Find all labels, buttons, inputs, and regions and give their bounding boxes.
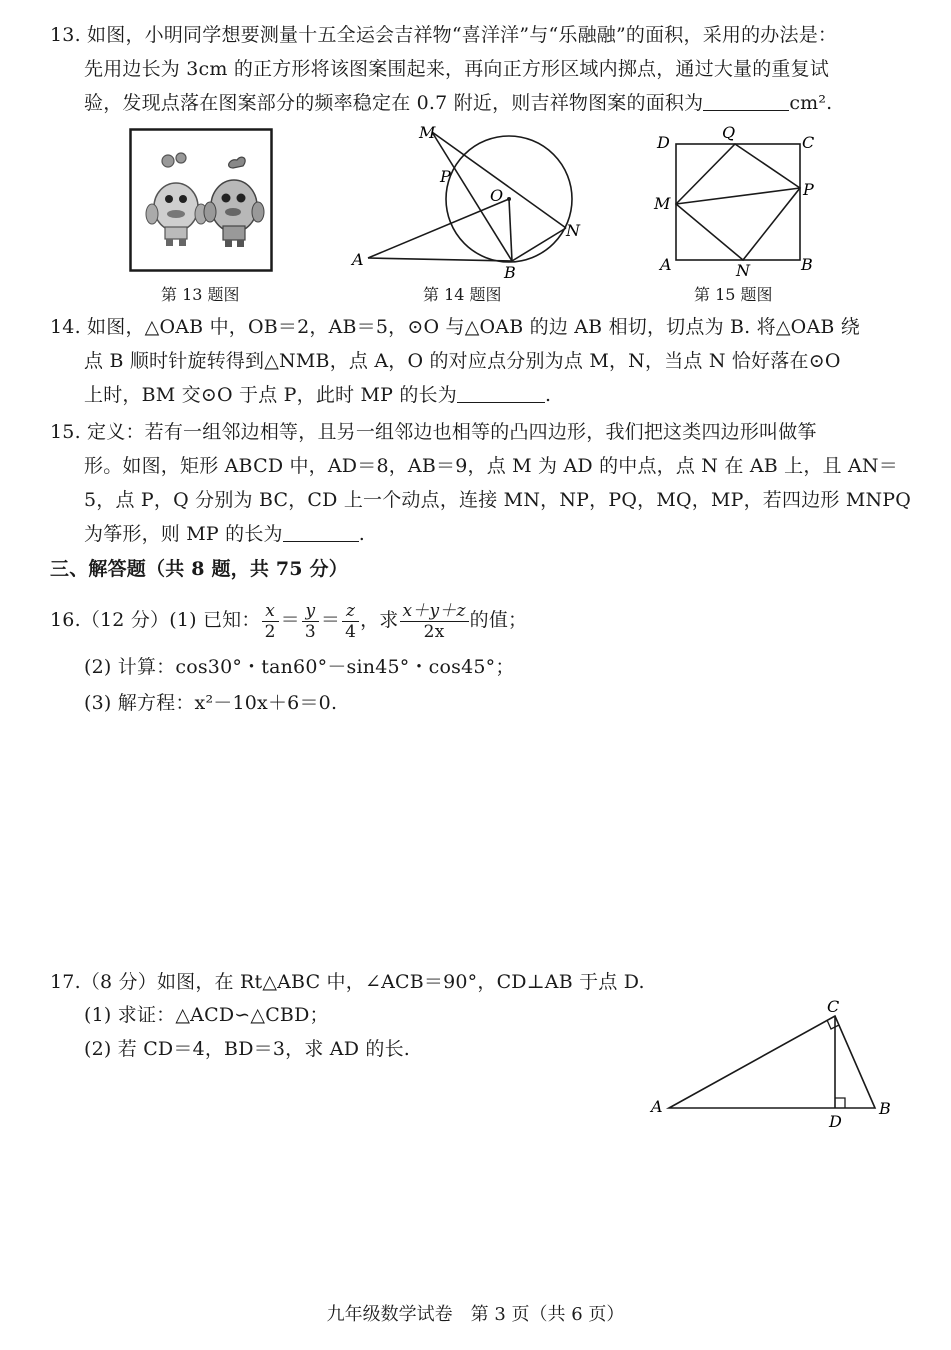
q15-end: . (358, 523, 365, 545)
q14-answer-blank[interactable] (457, 382, 545, 403)
q13-unit: cm². (789, 92, 833, 114)
fig15-segment-mp (676, 188, 800, 204)
fig15-label-d: D (657, 133, 670, 152)
q15-line1: 15. 定义：若有一组邻边相等，且另一组邻边也相等的凸四边形，我们把这类四边形叫做筝 (50, 421, 817, 443)
q14-line3-text: 上时，BM 交⊙O 于点 P，此时 MP 的长为 (84, 384, 457, 406)
fig14-label-a: A (352, 250, 364, 269)
fig13-mascot-image (129, 128, 273, 272)
q16-part3: (3) 解方程：x²－10x＋6＝0. (84, 692, 338, 714)
q13-answer-blank[interactable] (703, 90, 789, 111)
q15-answer-blank[interactable] (283, 521, 359, 542)
fig17-label-b: B (879, 1099, 891, 1118)
fig14-caption: 第 14 题图 (423, 285, 502, 304)
fig14-segment-mn (432, 132, 566, 228)
fig14-segment-nb (512, 228, 566, 261)
fig17-right-angle-d (835, 1098, 845, 1108)
q16-lead: 16.（12 分）(1) 已知： (50, 609, 261, 631)
q15-line4 (84, 517, 365, 551)
fig15-label-c: C (802, 133, 815, 152)
q16-part2: (2) 计算：cos30°・tan60°－sin45°・cos45°； (84, 656, 515, 678)
q17-part1: (1) 求证：△ACD∽△CBD； (84, 1004, 329, 1026)
q14-line1: 14. 如图，△OAB 中，OB＝2，AB＝5，⊙O 与△OAB 的边 AB 相切，切点为 B. 将△OAB 绕 (50, 316, 860, 338)
fig14-label-m: M (419, 123, 436, 142)
q14-line3 (84, 378, 551, 412)
q16-tail: 的值； (469, 609, 528, 631)
fig14-label-o: O (490, 186, 504, 205)
section3-title: 三、解答题（共 8 题，共 75 分） (50, 558, 348, 580)
fig14-segment-ob (509, 199, 512, 261)
q15-line2: 形。如图，矩形 ABCD 中，AD＝8，AB＝9，点 M 为 AD 的中点，点 N 在 AB 上，且 AN＝ (84, 455, 898, 477)
fig15-caption: 第 15 题图 (694, 285, 773, 304)
fig17-label-a: A (651, 1097, 663, 1116)
q14-line2: 点 B 顺时针旋转得到△NMB，点 A，O 的对应点分别为点 M，N，当点 N 恰好落在⊙O (84, 350, 841, 372)
fig15-label-p: P (803, 180, 814, 199)
fig17-label-c: C (827, 998, 840, 1016)
fig13-caption: 第 13 题图 (161, 285, 240, 304)
fig15-label-m: M (654, 194, 671, 213)
fig15-label-q: Q (722, 123, 736, 142)
fig15-label-b: B (801, 255, 813, 274)
fig17-label-d: D (829, 1112, 842, 1131)
q17-part2: (2) 若 CD＝4，BD＝3，求 AD 的长. (84, 1038, 411, 1060)
q16-frac-sum: $\frac{x+y+z}{2x}$ (400, 601, 469, 642)
fig14-label-p: P (440, 167, 451, 186)
fig15-label-a: A (660, 255, 672, 274)
q14-end: . (544, 384, 552, 406)
fig17-diagram (645, 998, 900, 1133)
fig14-diagram (344, 120, 594, 280)
q16-frac-x2: $\frac{x}{2}$ (262, 601, 279, 642)
q17-line1: 17.（8 分）如图，在 Rt△ABC 中，∠ACB＝90°，CD⊥AB 于点 D. (50, 971, 645, 993)
fig14-label-n: N (566, 221, 580, 240)
q16-frac-y3: $\frac{y}{3}$ (302, 601, 319, 642)
fig14-segment-ao (368, 199, 509, 258)
fig15-label-n: N (736, 261, 750, 280)
q13-line1: 13. 如图，小明同学想要测量十五全运会吉祥物“喜洋洋”与“乐融融”的面积，采用的办法是： (50, 24, 838, 46)
q16-part1: 16.（12 分）(1) 已知： $\frac{x}{2}$ ＝ $\frac{y}{3}$ ＝ $\frac{z}{4}$ ，求 $\frac{x+y+z}{2x}$ 的值； (50, 600, 528, 642)
fig17-triangle-abc (669, 1016, 875, 1108)
q15-line4-text: 为筝形，则 MP 的长为 (84, 523, 283, 545)
fig14-label-b: B (504, 263, 516, 280)
q15-line3: 5，点 P，Q 分别为 BC，CD 上一个动点，连接 MN，NP，PQ，MQ，MP，若四边形 MNPQ (84, 489, 912, 511)
q16-frac-z4: $\frac{z}{4}$ (342, 601, 359, 642)
q13-line3-text: 验，发现点落在图案部分的频率稳定在 0.7 附近，则吉祥物图案的面积为 (84, 92, 704, 114)
q13-line2: 先用边长为 3cm 的正方形将该图案围起来，再向正方形区域内掷点，通过大量的重复试 (84, 58, 830, 80)
fig15-diagram (652, 120, 827, 280)
q16-ask: ，求 (360, 609, 399, 631)
q13-line3 (84, 86, 832, 120)
page-footer: 九年级数学试卷 第 3 页（共 6 页） (326, 1304, 625, 1325)
